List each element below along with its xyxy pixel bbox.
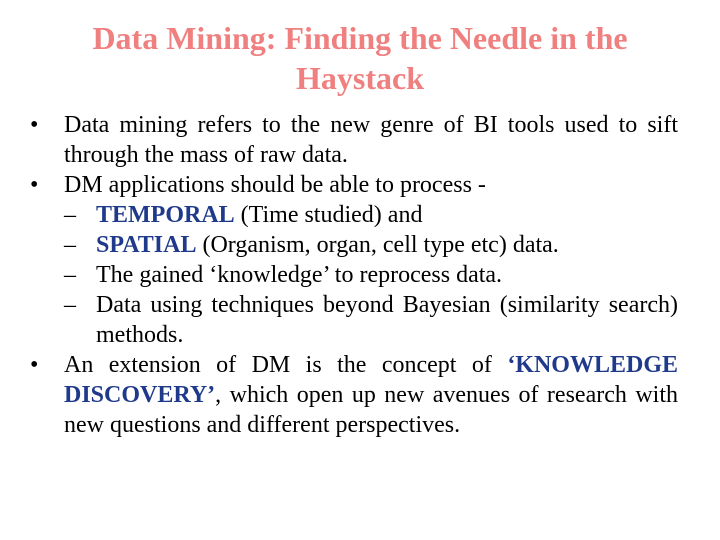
highlight-term: SPATIAL [96, 232, 197, 258]
dash-icon: – [64, 292, 76, 318]
bullet-item [28, 170, 678, 200]
slide-title: Data Mining: Finding the Needle in the Haystack [92, 20, 628, 96]
slide-body [28, 110, 678, 440]
highlight-term: ‘KNOWLEDGE DISCOVERY’ [64, 352, 678, 408]
sub-bullet-item [28, 290, 678, 350]
dash-icon: – [64, 232, 76, 258]
bullet-item [28, 110, 678, 170]
sub-bullet-text: Data using techniques beyond Bayesian (similarity search) methods. [96, 292, 678, 348]
sub-bullet-text: (Organism, organ, cell type etc) data. [196, 232, 559, 258]
sub-bullet-item [28, 200, 678, 230]
sub-bullet-item [28, 260, 678, 290]
bullet-text: Data mining refers to the new genre of BI tools used to sift through the mass of raw data. [64, 112, 678, 168]
bullet-text-post: , which open up new avenues of research with new questions and different perspectives. [64, 382, 678, 438]
bullet-item [28, 350, 678, 440]
bullet-text-pre: An extension of DM is the concept of [64, 352, 508, 378]
sub-bullet-item [28, 230, 678, 260]
dash-icon: – [64, 202, 76, 228]
dash-icon: – [64, 262, 76, 288]
bullet-icon: • [30, 172, 39, 198]
highlight-term: TEMPORAL [96, 202, 235, 228]
sub-bullet-text: (Time studied) and [234, 202, 423, 228]
bullet-icon: • [30, 352, 39, 378]
sub-bullet-text: The gained ‘knowledge’ to reprocess data. [96, 262, 503, 288]
bullet-text: DM applications should be able to process - [64, 172, 486, 198]
bullet-icon: • [30, 112, 39, 138]
